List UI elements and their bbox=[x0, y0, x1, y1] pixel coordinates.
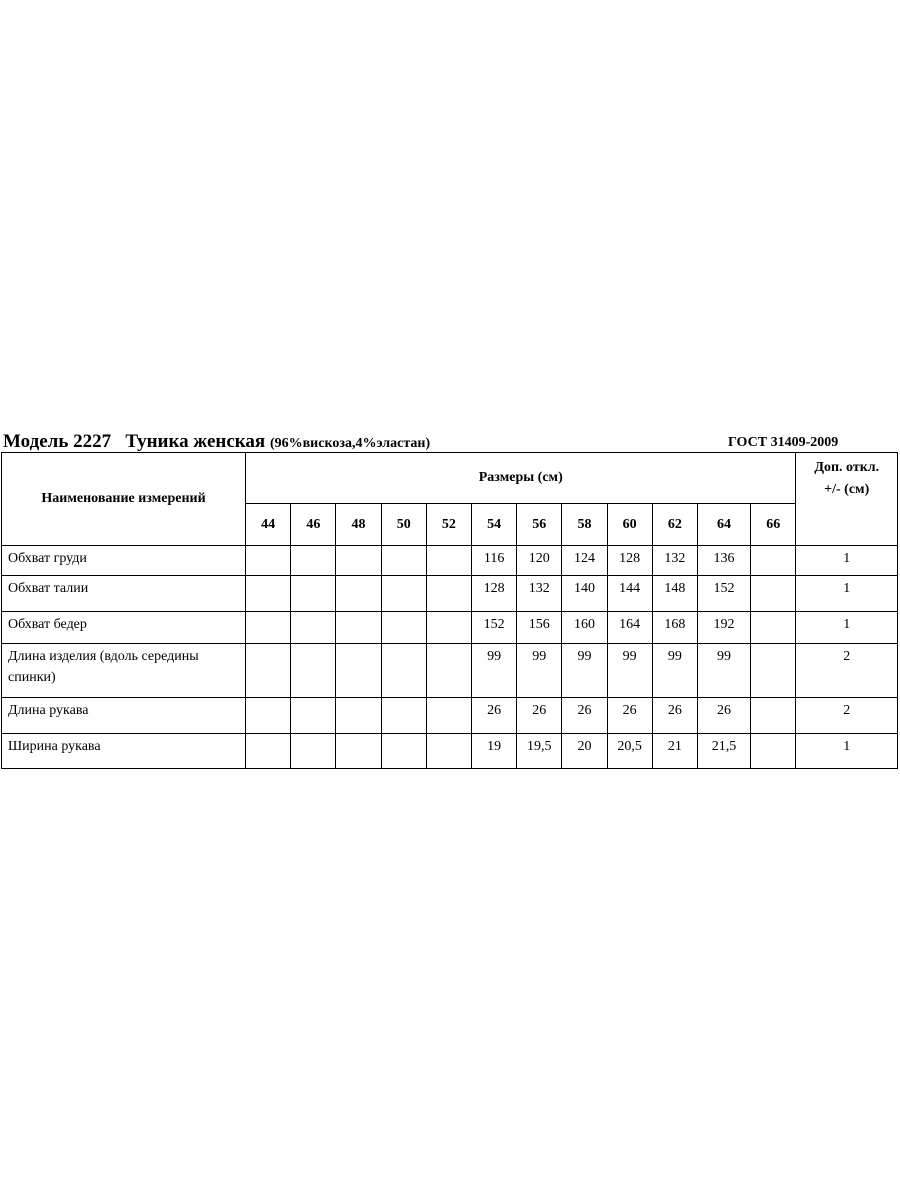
measurement-value-cell bbox=[426, 612, 471, 644]
table-row bbox=[2, 644, 898, 698]
size-header-cell: 60 bbox=[607, 504, 652, 546]
measurement-value-cell bbox=[291, 612, 336, 644]
measurement-value-cell: 20 bbox=[562, 734, 607, 769]
measurement-value-cell: 124 bbox=[562, 546, 607, 576]
measurement-value-cell: 120 bbox=[517, 546, 562, 576]
measurement-value-cell: 192 bbox=[697, 612, 750, 644]
measurement-label: Ширина рукава bbox=[2, 734, 246, 769]
measurement-value-cell: 164 bbox=[607, 612, 652, 644]
size-header-cell: 62 bbox=[652, 504, 697, 546]
model-title bbox=[3, 431, 430, 453]
measurement-value-cell bbox=[246, 734, 291, 769]
measurement-value-cell: 144 bbox=[607, 576, 652, 612]
size-header-cell: 48 bbox=[336, 504, 381, 546]
measurement-label: Обхват талии bbox=[2, 576, 246, 612]
table-row bbox=[2, 546, 898, 576]
size-header-cell: 44 bbox=[246, 504, 291, 546]
measurement-label: Длина изделия (вдоль середины спинки) bbox=[2, 644, 246, 698]
measurement-value-cell bbox=[336, 698, 381, 734]
measurement-value-cell: 156 bbox=[517, 612, 562, 644]
measurement-value-cell bbox=[246, 644, 291, 698]
measurement-value-cell bbox=[751, 644, 796, 698]
measurement-value-cell: 99 bbox=[697, 644, 750, 698]
size-header-cell: 64 bbox=[697, 504, 750, 546]
measurement-value-cell: 19 bbox=[472, 734, 517, 769]
tolerance-value-cell: 2 bbox=[796, 698, 898, 734]
measurement-value-cell: 26 bbox=[652, 698, 697, 734]
document-header bbox=[3, 431, 897, 453]
measurement-value-cell: 99 bbox=[652, 644, 697, 698]
measurement-value-cell: 140 bbox=[562, 576, 607, 612]
measurement-value-cell: 99 bbox=[607, 644, 652, 698]
measurement-label: Обхват груди bbox=[2, 546, 246, 576]
measurement-value-cell bbox=[291, 644, 336, 698]
measurement-value-cell: 136 bbox=[697, 546, 750, 576]
measurement-value-cell: 116 bbox=[472, 546, 517, 576]
measurement-value-cell: 128 bbox=[607, 546, 652, 576]
measurement-value-cell: 132 bbox=[652, 546, 697, 576]
measurement-value-cell bbox=[336, 612, 381, 644]
measurement-value-cell: 160 bbox=[562, 612, 607, 644]
measurement-value-cell: 148 bbox=[652, 576, 697, 612]
measurement-value-cell: 26 bbox=[562, 698, 607, 734]
size-header-cell: 66 bbox=[751, 504, 796, 546]
measurement-value-cell: 132 bbox=[517, 576, 562, 612]
measurement-value-cell bbox=[751, 612, 796, 644]
tolerance-value-cell: 1 bbox=[796, 576, 898, 612]
measurement-value-cell bbox=[291, 698, 336, 734]
tolerance-header-line1: Доп. откл. bbox=[814, 460, 880, 475]
model-name: Модель 2227 Туника женская bbox=[3, 431, 266, 452]
measurement-value-cell: 21 bbox=[652, 734, 697, 769]
measurement-value-cell bbox=[751, 576, 796, 612]
measurement-value-cell bbox=[246, 576, 291, 612]
measurement-value-cell bbox=[246, 546, 291, 576]
measurement-value-cell bbox=[246, 698, 291, 734]
tolerance-value-cell: 2 bbox=[796, 644, 898, 698]
measurement-value-cell: 152 bbox=[697, 576, 750, 612]
measurement-value-cell bbox=[426, 644, 471, 698]
measurement-value-cell bbox=[336, 546, 381, 576]
table-row bbox=[2, 576, 898, 612]
measurement-value-cell: 26 bbox=[517, 698, 562, 734]
fabric-composition: (96%вискоза,4%эластан) bbox=[269, 436, 431, 451]
table-header-row bbox=[2, 453, 898, 504]
measurement-value-cell bbox=[381, 734, 426, 769]
measurement-value-cell: 26 bbox=[607, 698, 652, 734]
tolerance-value-cell: 1 bbox=[796, 612, 898, 644]
measurement-value-cell: 19,5 bbox=[517, 734, 562, 769]
measurement-value-cell: 26 bbox=[697, 698, 750, 734]
size-header-cell: 46 bbox=[291, 504, 336, 546]
measurement-value-cell bbox=[426, 576, 471, 612]
measurement-value-cell: 26 bbox=[472, 698, 517, 734]
tolerance-value-cell: 1 bbox=[796, 546, 898, 576]
size-header-cell: 56 bbox=[517, 504, 562, 546]
measurement-value-cell bbox=[426, 734, 471, 769]
size-header-cell: 54 bbox=[472, 504, 517, 546]
table-body bbox=[2, 546, 898, 769]
measurement-value-cell: 99 bbox=[562, 644, 607, 698]
measurement-value-cell bbox=[381, 612, 426, 644]
measurement-value-cell bbox=[381, 576, 426, 612]
tolerance-header bbox=[796, 453, 898, 546]
size-header-cell: 52 bbox=[426, 504, 471, 546]
measurement-value-cell bbox=[291, 734, 336, 769]
measurement-value-cell bbox=[291, 576, 336, 612]
measurement-value-cell bbox=[336, 644, 381, 698]
measurement-value-cell bbox=[426, 546, 471, 576]
measurement-name-header: Наименование измерений bbox=[2, 453, 246, 546]
measurement-value-cell bbox=[751, 734, 796, 769]
tolerance-header-line2: +/- (см) bbox=[824, 482, 870, 497]
size-header-cell: 50 bbox=[381, 504, 426, 546]
measurement-value-cell bbox=[426, 698, 471, 734]
measurement-value-cell: 21,5 bbox=[697, 734, 750, 769]
measurement-value-cell bbox=[381, 698, 426, 734]
table-row bbox=[2, 698, 898, 734]
size-header-cell: 58 bbox=[562, 504, 607, 546]
measurement-value-cell bbox=[751, 698, 796, 734]
sizes-header: Размеры (см) bbox=[246, 453, 796, 504]
measurement-value-cell: 99 bbox=[517, 644, 562, 698]
measurement-label: Обхват бедер bbox=[2, 612, 246, 644]
measurement-value-cell bbox=[336, 734, 381, 769]
measurement-value-cell: 152 bbox=[472, 612, 517, 644]
size-table bbox=[1, 452, 898, 769]
measurement-value-cell bbox=[336, 576, 381, 612]
measurement-value-cell bbox=[381, 546, 426, 576]
gost-standard: ГОСТ 31409-2009 bbox=[728, 435, 839, 450]
measurement-value-cell bbox=[291, 546, 336, 576]
tolerance-value-cell: 1 bbox=[796, 734, 898, 769]
table-row bbox=[2, 734, 898, 769]
measurement-value-cell: 20,5 bbox=[607, 734, 652, 769]
table-row bbox=[2, 612, 898, 644]
measurement-value-cell: 99 bbox=[472, 644, 517, 698]
measurement-value-cell bbox=[381, 644, 426, 698]
measurement-label: Длина рукава bbox=[2, 698, 246, 734]
measurement-value-cell: 168 bbox=[652, 612, 697, 644]
measurement-value-cell: 128 bbox=[472, 576, 517, 612]
measurement-value-cell bbox=[246, 612, 291, 644]
measurement-value-cell bbox=[751, 546, 796, 576]
